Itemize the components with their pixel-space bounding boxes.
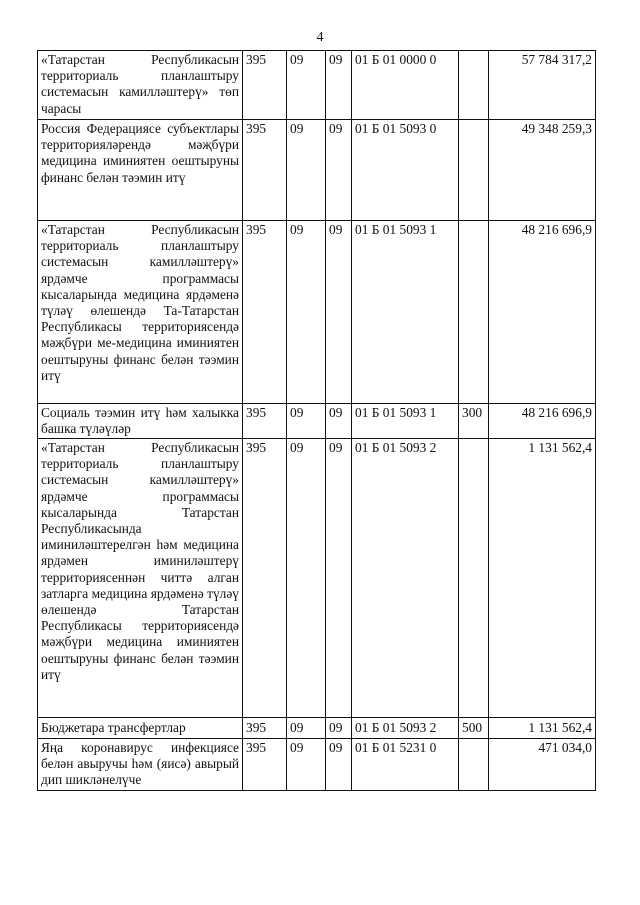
amount: 471 034,0: [489, 739, 596, 791]
section-code: 09: [287, 221, 326, 404]
table-row: [38, 718, 596, 739]
row-name: Бюджетара трансфертлар: [38, 718, 243, 739]
target-article-code: 01 Б 01 5093 1: [352, 404, 459, 439]
target-article-code: 01 Б 01 5093 2: [352, 718, 459, 739]
expense-type-code: [459, 120, 489, 221]
budget-table: [37, 50, 596, 791]
section-code: 09: [287, 439, 326, 718]
row-name: «Татарстан Республикасын территориаль планлаштыру системасын камилләштерү» ярдәмче программасы кысаларында Татарстан Республикасында иминиләштерелгән һәм медицина ярдәмен иминиләштерү территориясеннән читтә алган затларга медицина ярдәменә түләү өлешендә Татарстан Республикасы территориясендә мәҗбүри медицина иминиятен оештыруны финанс белән тәэмин итү: [38, 439, 243, 718]
section-code: 09: [287, 120, 326, 221]
table-row: [38, 739, 596, 791]
row-name: «Татарстан Республикасын территориаль планлаштыру системасын камилләштерү» төп чарасы: [38, 51, 243, 120]
target-article-code: 01 Б 01 5093 1: [352, 221, 459, 404]
section-code: 09: [287, 739, 326, 791]
amount: 48 216 696,9: [489, 404, 596, 439]
row-name: «Татарстан Республикасын территориаль планлаштыру системасын камилләштерү» ярдәмче программасы кысаларында медицина ярдәменә түләү өлешендә Та-Татарстан Республикасы территориясендә мәҗбүри ме-медицина иминиятен оештыруны финанс белән тәэмин итү: [38, 221, 243, 404]
subsection-code: 09: [326, 51, 352, 120]
section-code: 09: [287, 51, 326, 120]
subsection-code: 09: [326, 439, 352, 718]
subsection-code: 09: [326, 221, 352, 404]
row-name: Россия Федерациясе субъектлары территорияләрендә мәҗбүри медицина иминиятен оештыруны финанс белән тәэмин итү: [38, 120, 243, 221]
ministry-code: 395: [243, 439, 287, 718]
amount: 1 131 562,4: [489, 439, 596, 718]
expense-type-code: 300: [459, 404, 489, 439]
expense-type-code: [459, 439, 489, 718]
table-row: [38, 439, 596, 718]
page-number: 4: [316, 30, 324, 45]
section-code: 09: [287, 404, 326, 439]
ministry-code: 395: [243, 221, 287, 404]
ministry-code: 395: [243, 718, 287, 739]
expense-type-code: [459, 221, 489, 404]
section-code: 09: [287, 718, 326, 739]
ministry-code: 395: [243, 404, 287, 439]
target-article-code: 01 Б 01 5093 0: [352, 120, 459, 221]
expense-type-code: [459, 51, 489, 120]
target-article-code: 01 Б 01 0000 0: [352, 51, 459, 120]
subsection-code: 09: [326, 718, 352, 739]
amount: 49 348 259,3: [489, 120, 596, 221]
target-article-code: 01 Б 01 5093 2: [352, 439, 459, 718]
table-row: [38, 51, 596, 120]
ministry-code: 395: [243, 120, 287, 221]
expense-type-code: 500: [459, 718, 489, 739]
subsection-code: 09: [326, 739, 352, 791]
amount: 57 784 317,2: [489, 51, 596, 120]
subsection-code: 09: [326, 404, 352, 439]
ministry-code: 395: [243, 739, 287, 791]
ministry-code: 395: [243, 51, 287, 120]
subsection-code: 09: [326, 120, 352, 221]
table-row: [38, 404, 596, 439]
table-row: [38, 221, 596, 404]
row-name: Яңа коронавирус инфекциясе белән авыручы һәм (яисә) авырый дип шикләнелүче: [38, 739, 243, 791]
row-name: Социаль тәэмин итү һәм халыкка башка түләүләр: [38, 404, 243, 439]
amount: 48 216 696,9: [489, 221, 596, 404]
expense-type-code: [459, 739, 489, 791]
table-row: [38, 120, 596, 221]
target-article-code: 01 Б 01 5231 0: [352, 739, 459, 791]
amount: 1 131 562,4: [489, 718, 596, 739]
